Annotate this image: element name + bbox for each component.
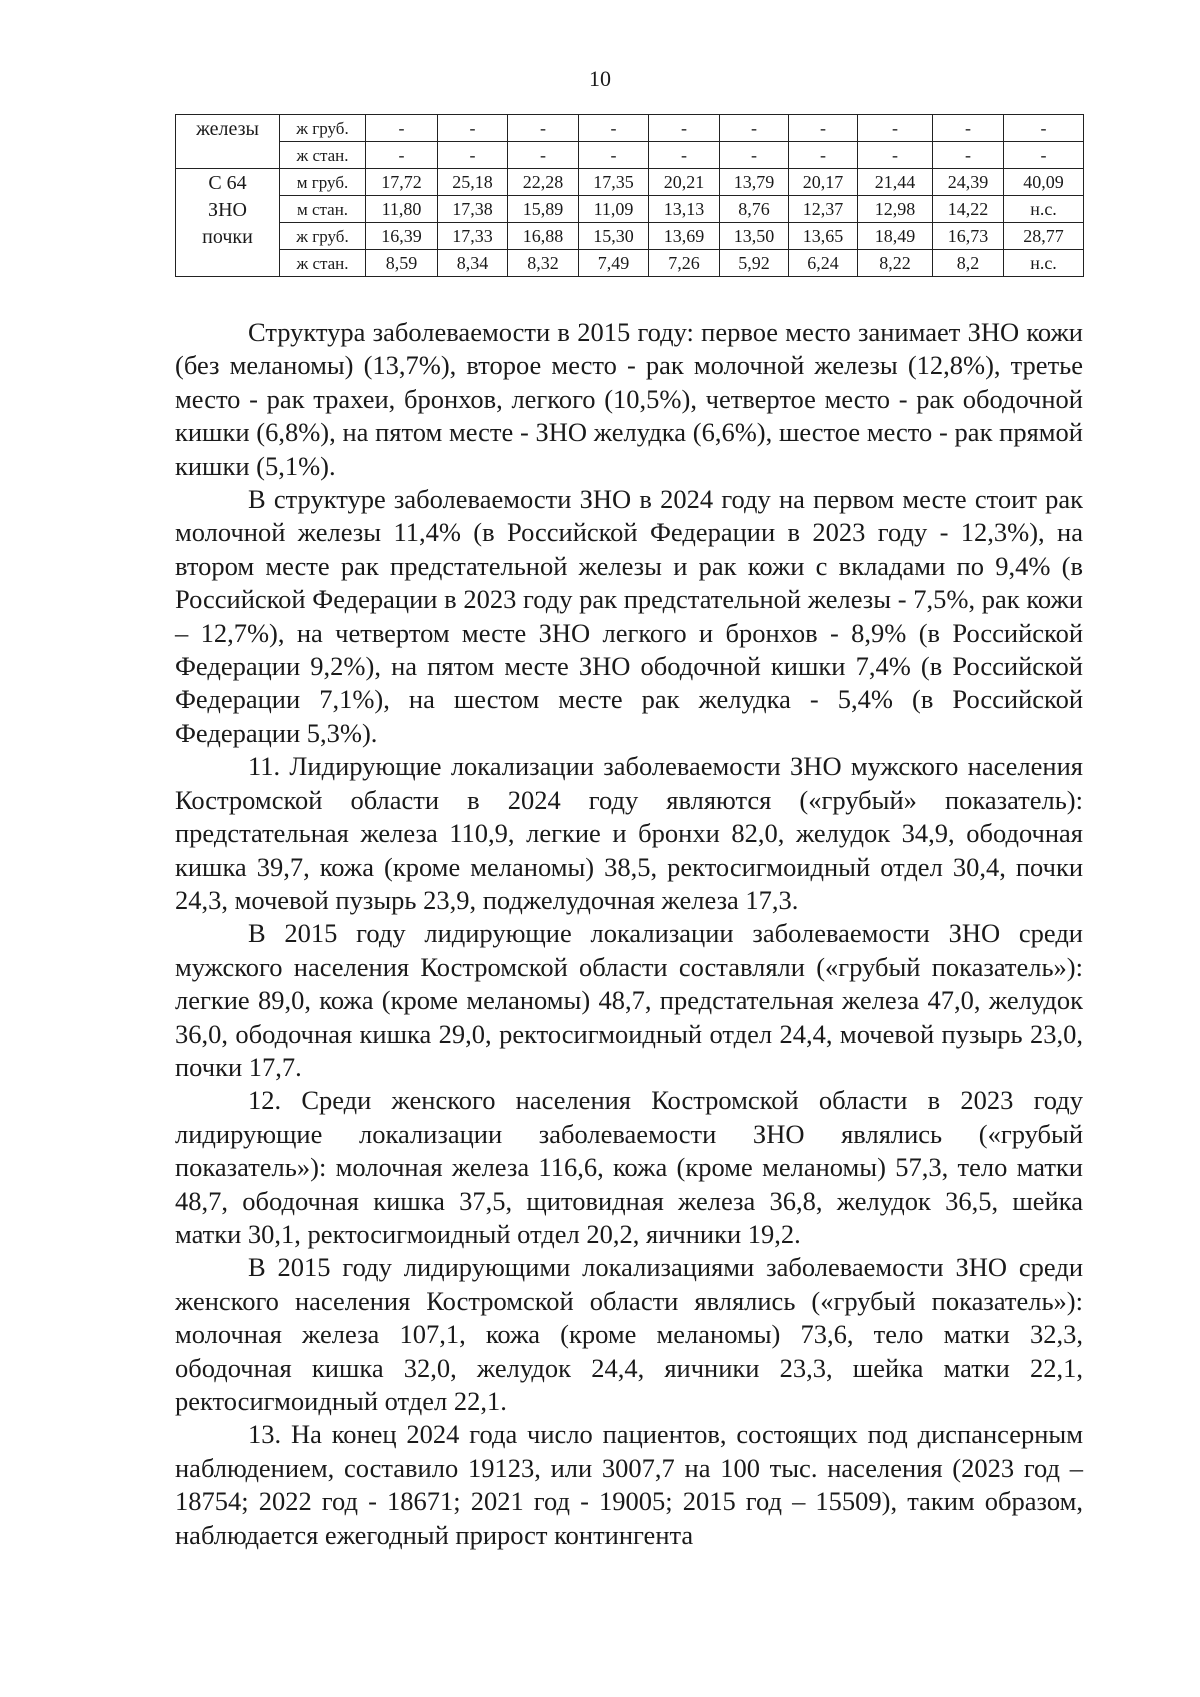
value-cell: 8,76 — [720, 196, 789, 223]
value-cell: 13,79 — [720, 169, 789, 196]
value-cell: - — [720, 115, 789, 142]
value-cell: 13,50 — [720, 223, 789, 250]
value-cell: 7,26 — [649, 250, 720, 277]
table-row — [176, 115, 1084, 142]
value-cell: - — [438, 142, 508, 169]
table-row — [176, 142, 1084, 169]
value-cell: 20,17 — [789, 169, 858, 196]
indicator-cell: м груб. — [280, 169, 366, 196]
value-cell: - — [1004, 115, 1084, 142]
value-cell: 16,73 — [933, 223, 1004, 250]
value-cell: 18,49 — [858, 223, 933, 250]
site-cell: железы — [176, 115, 280, 169]
value-cell: - — [858, 142, 933, 169]
value-cell: - — [933, 142, 1004, 169]
paragraph: 13. На конец 2024 года число пациентов, состоящих под диспансерным наблюдением, составило 19123, или 3007,7 на 100 тыс. населения (2023 год – 18754; 2022 год - 18671; 2021 год - 19005; 2015 год – 15509), таким образом, наблюдается ежегодный прирост контингента — [175, 1419, 1083, 1550]
value-cell: 12,98 — [858, 196, 933, 223]
page-number: 10 — [589, 66, 611, 91]
value-cell: 17,38 — [438, 196, 508, 223]
incidence-table — [175, 114, 1084, 277]
value-cell: 6,24 — [789, 250, 858, 277]
value-cell: 16,39 — [366, 223, 438, 250]
site-cell: С 64 ЗНО почки — [176, 169, 280, 277]
value-cell: 5,92 — [720, 250, 789, 277]
paragraph: В 2015 году лидирующими локализациями заболеваемости ЗНО среди женского населения Костромской области являлись («грубый показатель»): молочная железа 107,1, кожа (кроме меланомы) 73,6, тело матки 32,3, ободочная кишка 32,0, желудок 24,4, яичники 23,3, шейка матки 22,1, ректосигмоидный отдел 22,1. — [175, 1252, 1083, 1416]
value-cell: - — [366, 142, 438, 169]
value-cell: 17,35 — [579, 169, 649, 196]
value-cell: 13,69 — [649, 223, 720, 250]
paragraph: В структуре заболеваемости ЗНО в 2024 году на первом месте стоит рак молочной железы 11,4% (в Российской Федерации в 2023 году - 12,3%), на втором месте рак предстательной железы и рак кожи с вкладами по 9,4% (в Российской Федерации в 2023 году рак предстательной железы - 7,5%, рак кожи – 12,7%), на четвертом месте ЗНО легкого и бронхов - 8,9% (в Российской Федерации 9,2%), на пятом месте ЗНО ободочной кишки 7,4% (в Российской Федерации 7,1%), на шестом месте рак желудка - 5,4% (в Российской Федерации 5,3%). — [175, 484, 1083, 748]
value-cell: - — [649, 142, 720, 169]
paragraph: В 2015 году лидирующие локализации заболеваемости ЗНО среди мужского населения Костромской области составляли («грубый показатель»): легкие 89,0, кожа (кроме меланомы) 48,7, предстательная железа 47,0, желудок 36,0, ободочная кишка 29,0, ректосигмоидный отдел 24,4, мочевой пузырь 23,0, почки 17,7. — [175, 918, 1083, 1082]
value-cell: - — [789, 115, 858, 142]
value-cell: - — [508, 115, 579, 142]
value-cell: 22,28 — [508, 169, 579, 196]
value-cell: 24,39 — [933, 169, 1004, 196]
value-cell: 8,59 — [366, 250, 438, 277]
value-cell: 15,30 — [579, 223, 649, 250]
value-cell: 13,13 — [649, 196, 720, 223]
paragraph: Структура заболеваемости в 2015 году: первое место занимает ЗНО кожи (без меланомы) (13,7%), второе место - рак молочной железы (12,8%), третье место - рак трахеи, бронхов, легкого (10,5%), четвертое место - рак ободочной кишки (6,8%), на пятом месте - ЗНО желудка (6,6%), шестое место - рак прямой кишки (5,1%). — [175, 317, 1083, 481]
value-cell: 8,22 — [858, 250, 933, 277]
value-cell: - — [1004, 142, 1084, 169]
table-row — [176, 169, 1084, 196]
value-cell: 11,09 — [579, 196, 649, 223]
value-cell: 11,80 — [366, 196, 438, 223]
value-cell: - — [579, 142, 649, 169]
value-cell: 7,49 — [579, 250, 649, 277]
value-cell: 13,65 — [789, 223, 858, 250]
table-row — [176, 223, 1084, 250]
value-cell: 40,09 — [1004, 169, 1084, 196]
value-cell: 8,34 — [438, 250, 508, 277]
table-body — [176, 115, 1084, 277]
value-cell: 28,77 — [1004, 223, 1084, 250]
value-cell: 25,18 — [438, 169, 508, 196]
value-cell: - — [366, 115, 438, 142]
indicator-cell: ж груб. — [280, 223, 366, 250]
value-cell: 17,72 — [366, 169, 438, 196]
value-cell: 15,89 — [508, 196, 579, 223]
indicator-cell: ж стан. — [280, 142, 366, 169]
value-cell: - — [933, 115, 1004, 142]
value-cell: 21,44 — [858, 169, 933, 196]
table-row — [176, 250, 1084, 277]
value-cell: - — [508, 142, 579, 169]
value-cell: 14,22 — [933, 196, 1004, 223]
value-cell: 8,32 — [508, 250, 579, 277]
value-cell: - — [649, 115, 720, 142]
value-cell: - — [858, 115, 933, 142]
value-cell: 17,33 — [438, 223, 508, 250]
value-cell: 12,37 — [789, 196, 858, 223]
table-row — [176, 196, 1084, 223]
value-cell: - — [579, 115, 649, 142]
indicator-cell: ж стан. — [280, 250, 366, 277]
value-cell: н.с. — [1004, 196, 1084, 223]
value-cell: - — [720, 142, 789, 169]
value-cell: н.с. — [1004, 250, 1084, 277]
value-cell: 16,88 — [508, 223, 579, 250]
body-text — [175, 316, 1083, 1552]
value-cell: - — [789, 142, 858, 169]
indicator-cell: м стан. — [280, 196, 366, 223]
indicator-cell: ж груб. — [280, 115, 366, 142]
value-cell: 8,2 — [933, 250, 1004, 277]
value-cell: 20,21 — [649, 169, 720, 196]
paragraph: 11. Лидирующие локализации заболеваемости ЗНО мужского населения Костромской области в 2024 году являются («грубый» показатель): предстательная железа 110,9, легкие и бронхи 82,0, желудок 34,9, ободочная кишка 39,7, кожа (кроме меланомы) 38,5, ректосигмоидный отдел 30,4, почки 24,3, мочевой пузырь 23,9, поджелудочная железа 17,3. — [175, 751, 1083, 915]
value-cell: - — [438, 115, 508, 142]
paragraph: 12. Среди женского населения Костромской области в 2023 году лидирующие локализации заболеваемости ЗНО являлись («грубый показатель»): молочная железа 116,6, кожа (кроме меланомы) 57,3, тело матки 48,7, ободочная кишка 37,5, щитовидная железа 36,8, желудок 36,5, шейка матки 30,1, ректосигмоидный отдел 20,2, яичники 19,2. — [175, 1085, 1083, 1249]
